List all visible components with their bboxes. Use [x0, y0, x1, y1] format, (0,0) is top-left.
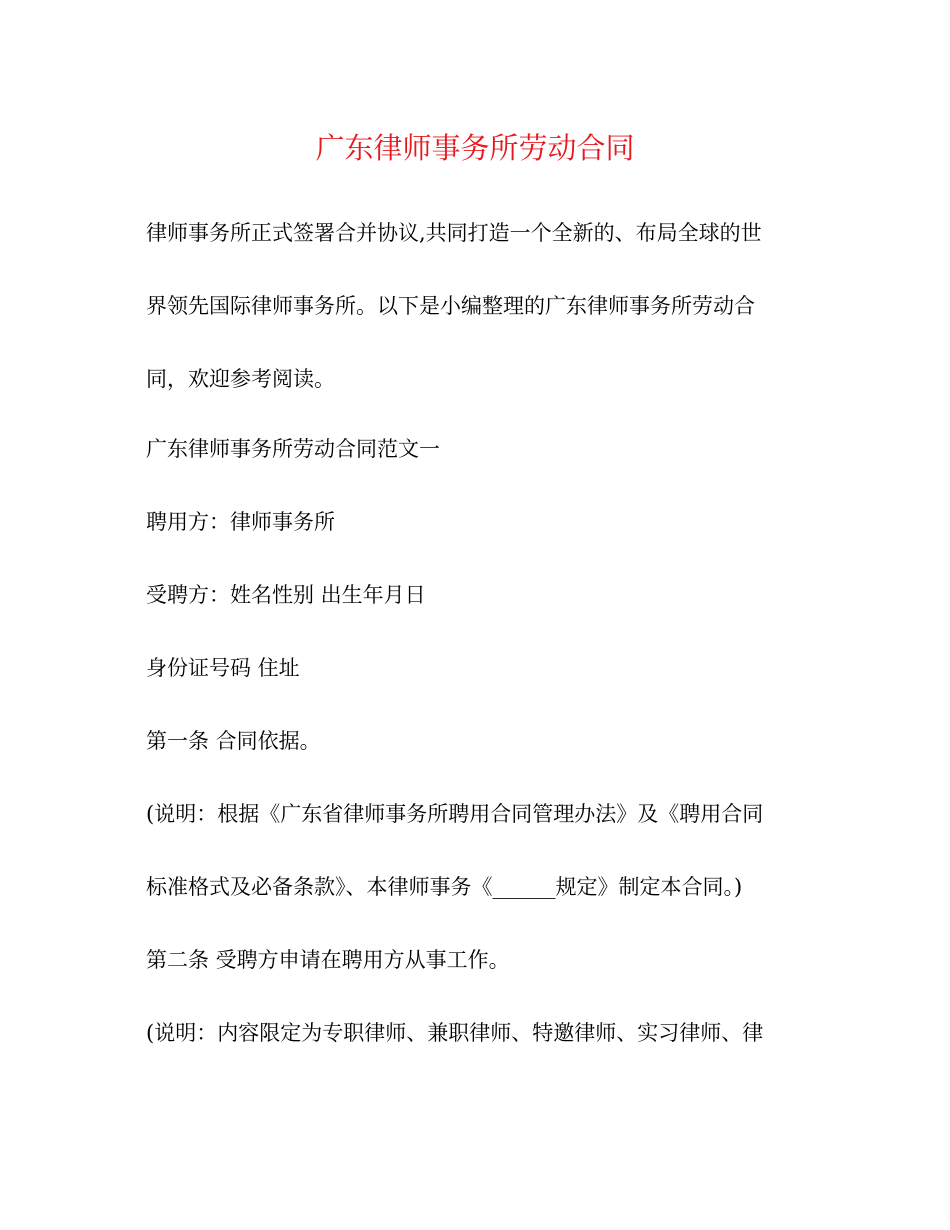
- document-title: 广东律师事务所劳动合同: [315, 131, 635, 165]
- section-heading: 广东律师事务所劳动合同范文一: [146, 437, 440, 461]
- paragraph-line: (说明：根据《广东省律师事务所聘用合同管理办法》及《聘用合同: [146, 802, 764, 826]
- article-heading: 第一条 合同依据。: [146, 729, 321, 753]
- paragraph-line: 同，欢迎参考阅读。: [146, 367, 335, 391]
- paragraph-line: 律师事务所正式签署合并协议,共同打造一个全新的、布局全球的世: [146, 221, 762, 245]
- paragraph-line: 受聘方：姓名性别 出生年月日: [146, 583, 426, 607]
- paragraph-line: 标准格式及必备条款》、本律师事务《______规定》制定本合同。): [146, 875, 743, 899]
- article-heading: 第二条 受聘方申请在聘用方从事工作。: [146, 948, 510, 972]
- paragraph-line: (说明：内容限定为专职律师、兼职律师、特邀律师、实习律师、律: [146, 1021, 764, 1045]
- paragraph-line: 聘用方：律师事务所: [146, 510, 335, 534]
- paragraph-line: 身份证号码 住址: [146, 656, 300, 680]
- paragraph-line: 界领先国际律师事务所。以下是小编整理的广东律师事务所劳动合: [146, 294, 755, 318]
